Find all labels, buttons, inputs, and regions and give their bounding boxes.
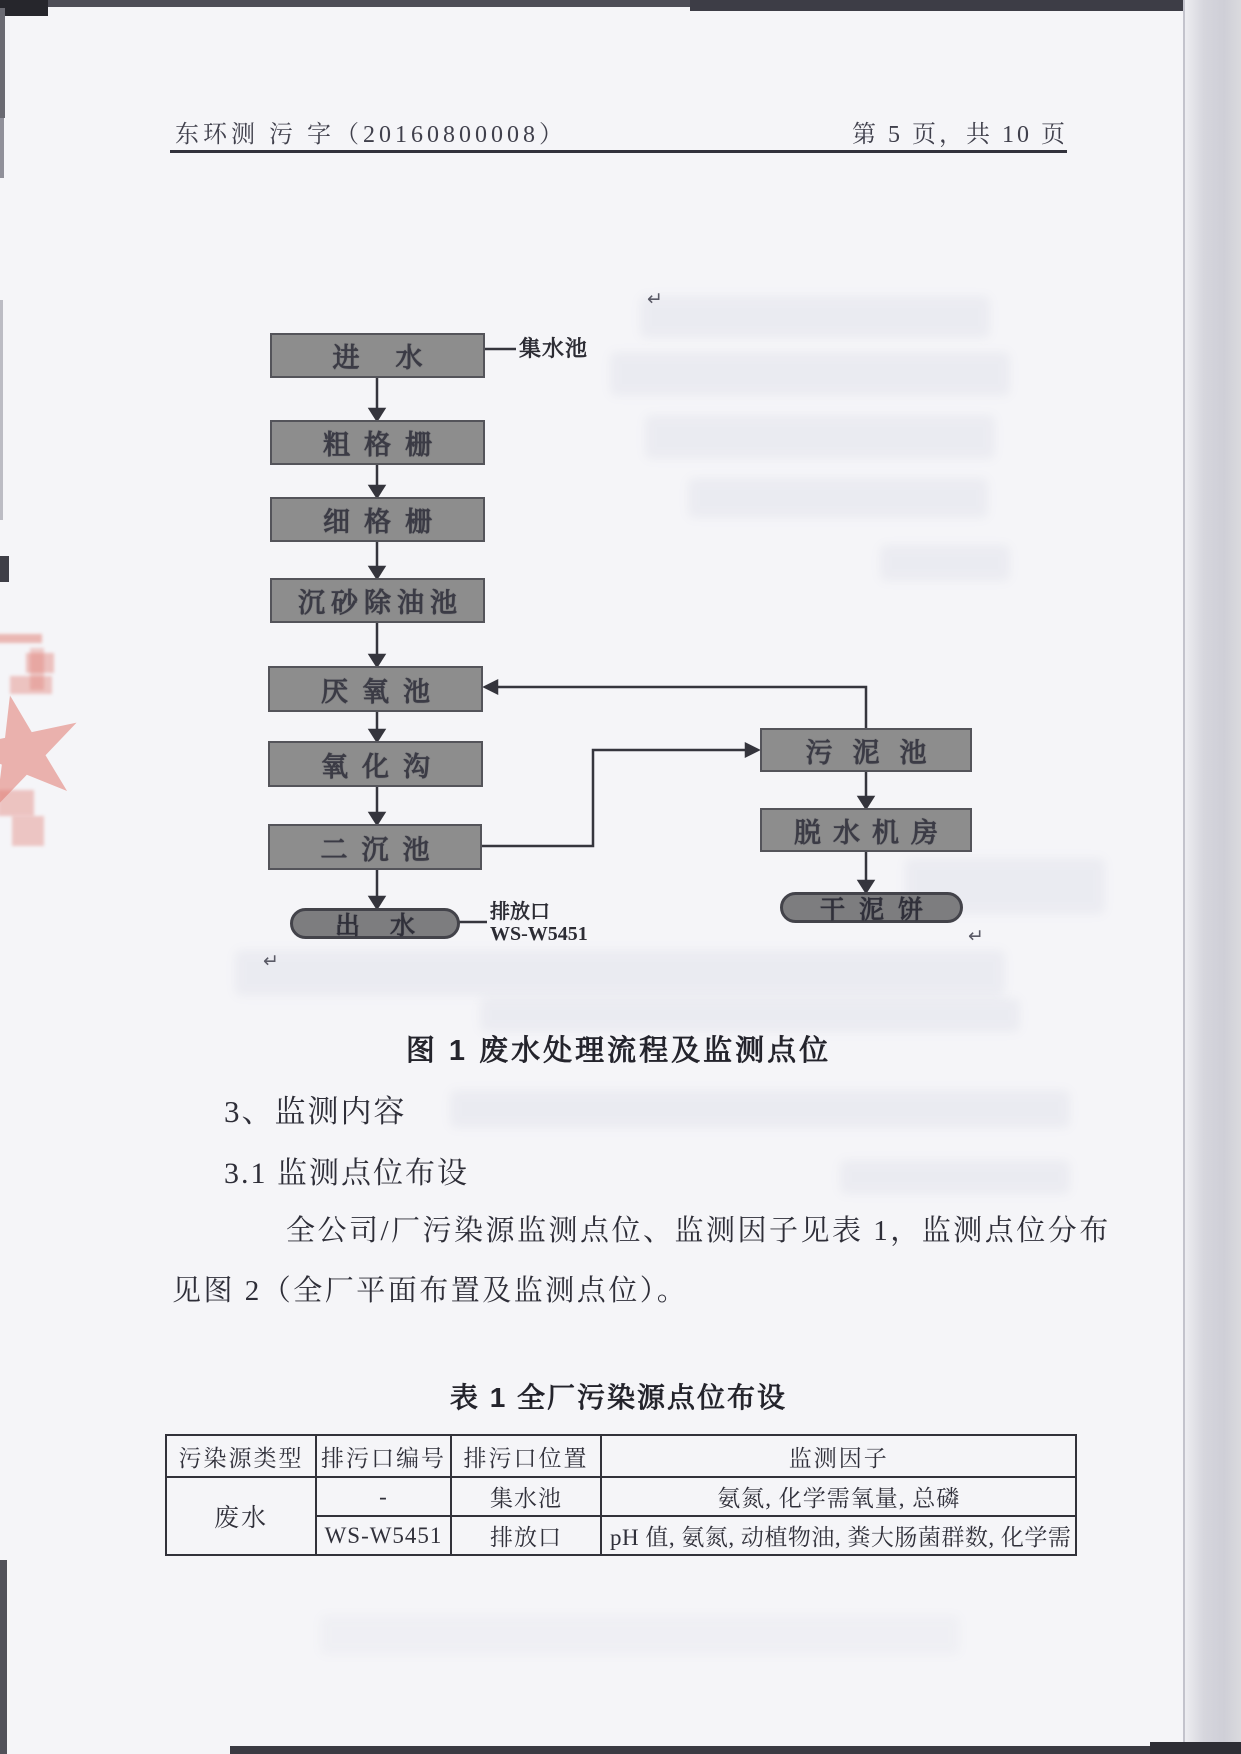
scan-edge-left (0, 1560, 7, 1754)
scan-edge-left (0, 118, 4, 178)
discharge-outlet-code: WS-W5451 (490, 923, 588, 945)
section-heading: 3、监测内容 (224, 1094, 407, 1129)
col-header-outlet-no: 排污口编号 (316, 1435, 451, 1477)
bleed-through-smudge (840, 1160, 1070, 1194)
flow-node-grit-oil-tank: 沉砂除油池 (270, 578, 485, 623)
scan-edge-bottom-right-corner (1150, 1742, 1241, 1754)
flow-node-fine-screen: 细格栅 (270, 497, 485, 542)
red-stamp-fragment (0, 634, 42, 643)
cell-factors: 氨氮, 化学需氧量, 总磷 (601, 1477, 1076, 1516)
return-mark: ↵ (968, 925, 984, 947)
scan-edge-left (0, 556, 9, 582)
cell-outlet-no: WS-W5451 (316, 1516, 451, 1555)
flow-node-dewatering-room: 脱水机房 (760, 808, 972, 852)
col-header-outlet-location: 排污口位置 (451, 1435, 601, 1477)
flow-node-dry-sludge-cake: 干泥饼 (780, 892, 963, 923)
sludge-return-line (485, 681, 866, 728)
header-rule (170, 150, 1067, 153)
return-mark: ↵ (263, 950, 279, 972)
cell-outlet-no: - (316, 1477, 451, 1516)
red-stamp-fragment (12, 816, 44, 846)
table-caption: 表 1 全厂污染源点位布设 (449, 1382, 788, 1413)
flow-node-oxidation-ditch: 氧化沟 (268, 741, 483, 787)
scan-edge-right-line (1183, 0, 1185, 1754)
bleed-through-smudge (880, 545, 1010, 581)
bleed-through-smudge (235, 950, 1005, 996)
pollution-source-table (165, 1434, 1077, 1556)
scan-edge-top-right (690, 0, 1241, 11)
flow-node-secondary-clarifier: 二沉池 (268, 824, 482, 870)
scan-edge-left (0, 8, 5, 118)
col-header-source-type: 污染源类型 (166, 1435, 316, 1477)
cell-factors: pH 值, 氨氮, 动植物油, 粪大肠菌群数, 化学需 (601, 1516, 1076, 1555)
return-mark: ↵ (647, 288, 663, 310)
bleed-through-smudge (450, 1090, 1070, 1128)
cell-outlet-location: 集水池 (451, 1477, 601, 1516)
scan-edge-bottom (230, 1746, 1241, 1754)
col-header-factors: 监测因子 (601, 1435, 1076, 1477)
flow-node-sludge-tank: 污泥池 (760, 728, 972, 772)
page-number: 第 5 页，共 10 页 (852, 122, 1068, 148)
flow-node-effluent: 出水 (290, 908, 460, 939)
red-stamp-fragment (0, 790, 34, 816)
red-stamp-fragment (30, 648, 44, 690)
collection-tank-label: 集水池 (519, 336, 589, 361)
flow-node-inlet: 进水 (270, 333, 485, 378)
scan-edge-right (1184, 0, 1241, 1754)
cell-source-type: 废水 (166, 1477, 316, 1555)
bleed-through-smudge (645, 415, 995, 459)
figure-caption: 图 1 废水处理流程及监测点位 (405, 1035, 832, 1067)
flow-node-coarse-screen: 粗格栅 (270, 420, 485, 465)
table-header-row (166, 1435, 1076, 1477)
bleed-through-smudge (640, 296, 990, 338)
discharge-outlet-label: 排放口 (490, 901, 550, 923)
paragraph-line-2: 见图 2（全厂平面布置及监测点位）。 (172, 1275, 689, 1307)
document-number: 东环测 污 字（20160800008） (175, 122, 567, 148)
sludge-transfer-line (482, 744, 758, 846)
paragraph-line-1: 全公司/厂污染源监测点位、监测因子见表 1，监测点位分布 (286, 1215, 1111, 1247)
subsection-heading: 3.1 监测点位布设 (224, 1157, 469, 1190)
scan-edge-left (0, 300, 3, 520)
flow-node-anaerobic-tank: 厌氧池 (268, 666, 483, 712)
bleed-through-smudge (688, 478, 988, 518)
scan-edge-top-left-corner (0, 0, 48, 16)
bleed-through-smudge (610, 352, 1010, 396)
bleed-through-smudge (480, 998, 1020, 1032)
cell-outlet-location: 排放口 (451, 1516, 601, 1555)
table-row (166, 1477, 1076, 1516)
bleed-through-smudge (320, 1615, 960, 1655)
